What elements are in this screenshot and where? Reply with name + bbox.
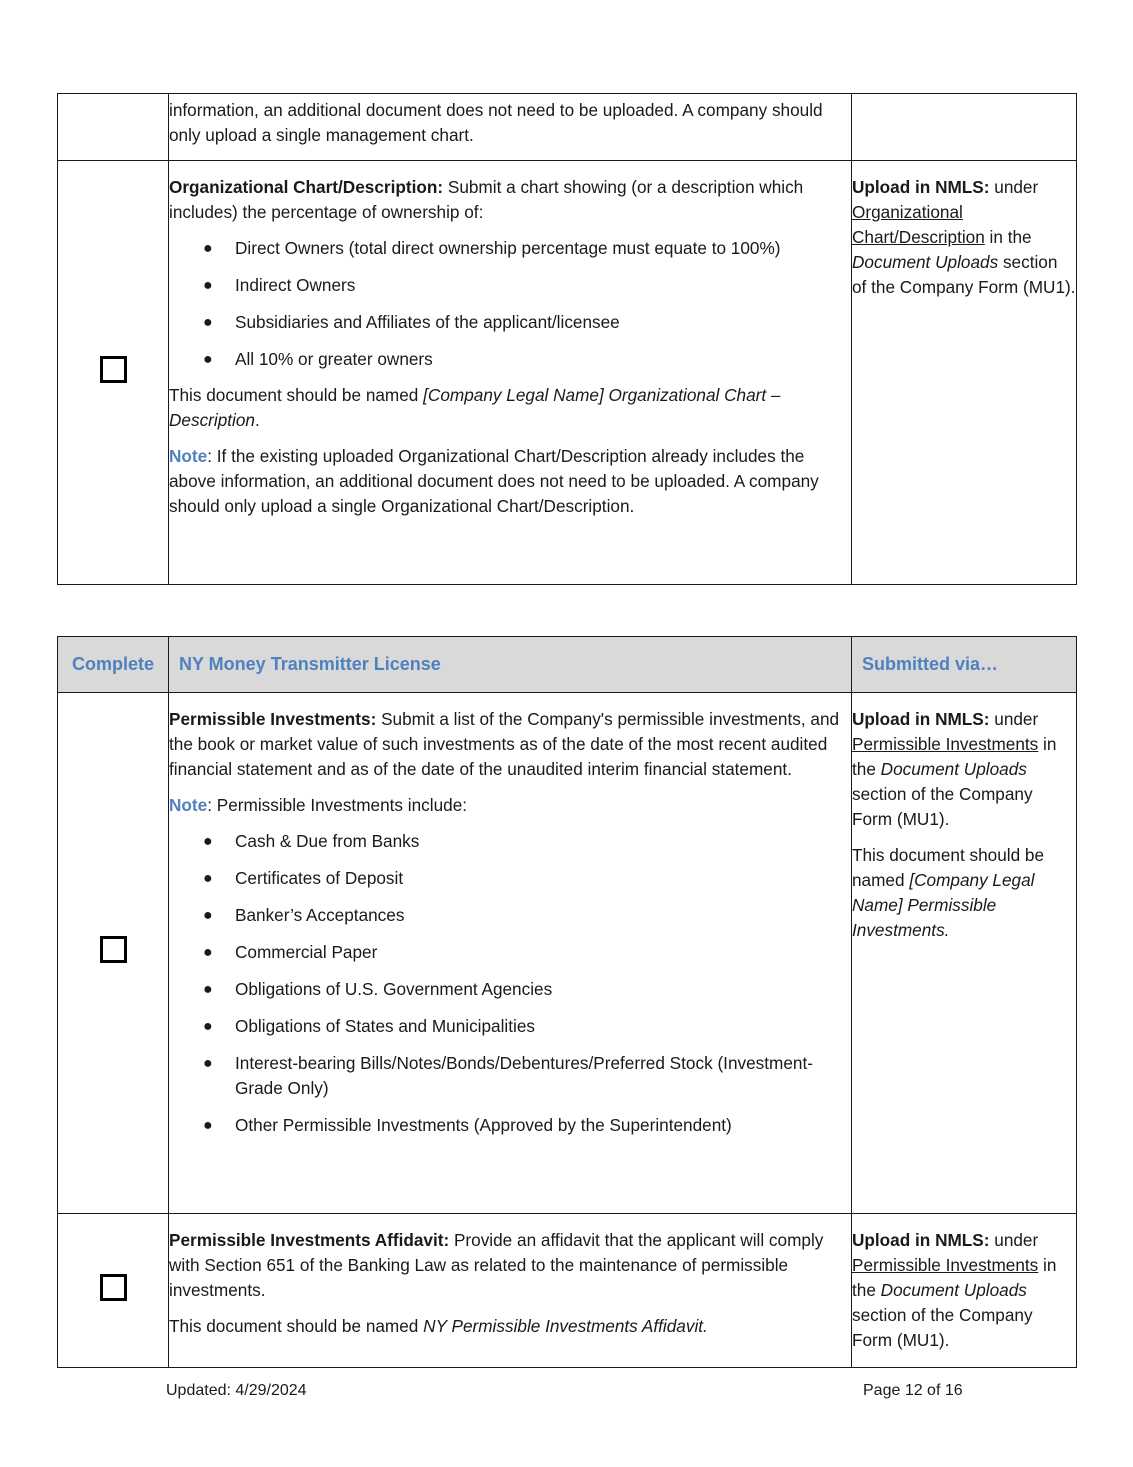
list-item: ● Certificates of Deposit [203, 868, 404, 888]
description-cell [169, 94, 852, 161]
list-item: ● Direct Owners (total direct ownership percentage must equate to 100%) [203, 238, 781, 258]
item-title: Permissible Investments Affidavit: [169, 1230, 450, 1250]
upload-instructions: Upload in NMLS: under Permissible Investments in the Document Uploads section of the Company Form (MU1). [852, 1230, 1057, 1350]
table-row [58, 1214, 1077, 1368]
description-cell [169, 1214, 852, 1368]
submitted-via-cell [852, 94, 1077, 161]
list-item: ● Subsidiaries and Affiliates of the applicant/licensee [203, 312, 620, 332]
upload-section-link[interactable]: Organizational Chart/Description [852, 202, 985, 247]
complete-cell [58, 94, 169, 161]
list-item: ● Banker’s Acceptances [203, 905, 405, 925]
table-row [58, 94, 1077, 161]
ownership-list [169, 236, 851, 372]
list-item: ● Indirect Owners [203, 275, 356, 295]
submitted-via-cell [852, 693, 1077, 1214]
upload-instructions: Upload in NMLS: under Organizational Chart/Description in the Document Uploads section of the Company Form (MU1). [852, 177, 1076, 297]
complete-cell [58, 693, 169, 1214]
checkbox-permissible-investments[interactable] [100, 936, 127, 963]
document-name-paragraph: This document should be named NY Permissible Investments Affidavit. [169, 1316, 708, 1336]
checkbox-permissible-investments-affidavit[interactable] [100, 1274, 127, 1301]
header-license: NY Money Transmitter License [169, 637, 852, 693]
header-complete: Complete [58, 637, 169, 693]
requirements-table-1 [57, 93, 1077, 585]
note-paragraph: Note: Permissible Investments include: [169, 795, 468, 815]
list-item: ● Obligations of U.S. Government Agencies [203, 979, 553, 999]
note-paragraph: Note: If the existing uploaded Organizational Chart/Description already includes the above information, an additional document does not need to be uploaded. A company should only upload a single Organizational Chart/Description. [169, 446, 819, 516]
list-item: ● Interest-bearing Bills/Notes/Bonds/Debentures/Preferred Stock (Investment-Grade Only) [203, 1053, 813, 1098]
list-item: ● Obligations of States and Municipalities [203, 1016, 535, 1036]
permissible-investments-paragraph: Permissible Investments: Submit a list of the Company's permissible investments, and the book or market value of such investments as of the date of the most recent audited financial statement and as of the date of the unaudited interim financial statement. [169, 709, 840, 779]
complete-cell [58, 1214, 169, 1368]
list-item: ● Commercial Paper [203, 942, 378, 962]
note-label: Note [169, 795, 208, 815]
organizational-chart-paragraph: Organizational Chart/Description: Submit a chart showing (or a description which includes) the percentage of ownership of: [169, 177, 804, 222]
complete-cell [58, 161, 169, 585]
continued-text: information, an additional document does not need to be uploaded. A company should only upload a single management chart. [169, 100, 823, 145]
checkbox-organizational-chart[interactable] [100, 356, 127, 383]
affidavit-paragraph: Permissible Investments Affidavit: Provide an affidavit that the applicant will comply with Section 651 of the Banking Law as related to the maintenance of permissible investments. [169, 1230, 824, 1300]
list-item: ● Cash & Due from Banks [203, 831, 420, 851]
list-item: ● All 10% or greater owners [203, 349, 433, 369]
note-label: Note [169, 446, 208, 466]
description-cell [169, 161, 852, 585]
item-title: Organizational Chart/Description: [169, 177, 444, 197]
table-row [58, 693, 1077, 1214]
submitted-via-cell [852, 1214, 1077, 1368]
table-row [58, 161, 1077, 585]
table-header-row [58, 637, 1077, 693]
document-name-paragraph: This document should be named [Company Legal Name] Organizational Chart – Description. [169, 385, 781, 430]
document-name-paragraph: This document should be named [Company Legal Name] Permissible Investments. [852, 845, 1045, 940]
description-cell [169, 693, 852, 1214]
submitted-via-cell [852, 161, 1077, 585]
item-title: Permissible Investments: [169, 709, 377, 729]
requirements-table-2 [57, 636, 1077, 1368]
footer-page-number: Page 12 of 16 [863, 1382, 963, 1399]
upload-instructions: Upload in NMLS: under Permissible Investments in the Document Uploads section of the Company Form (MU1). [852, 709, 1057, 829]
footer-updated-date: Updated: 4/29/2024 [166, 1382, 307, 1399]
list-item: ● Other Permissible Investments (Approved by the Superintendent) [203, 1115, 732, 1135]
investments-list [169, 829, 851, 1138]
upload-section-link[interactable]: Permissible Investments [852, 1255, 1039, 1275]
header-submitted-via: Submitted via… [852, 637, 1077, 693]
upload-section-link[interactable]: Permissible Investments [852, 734, 1039, 754]
